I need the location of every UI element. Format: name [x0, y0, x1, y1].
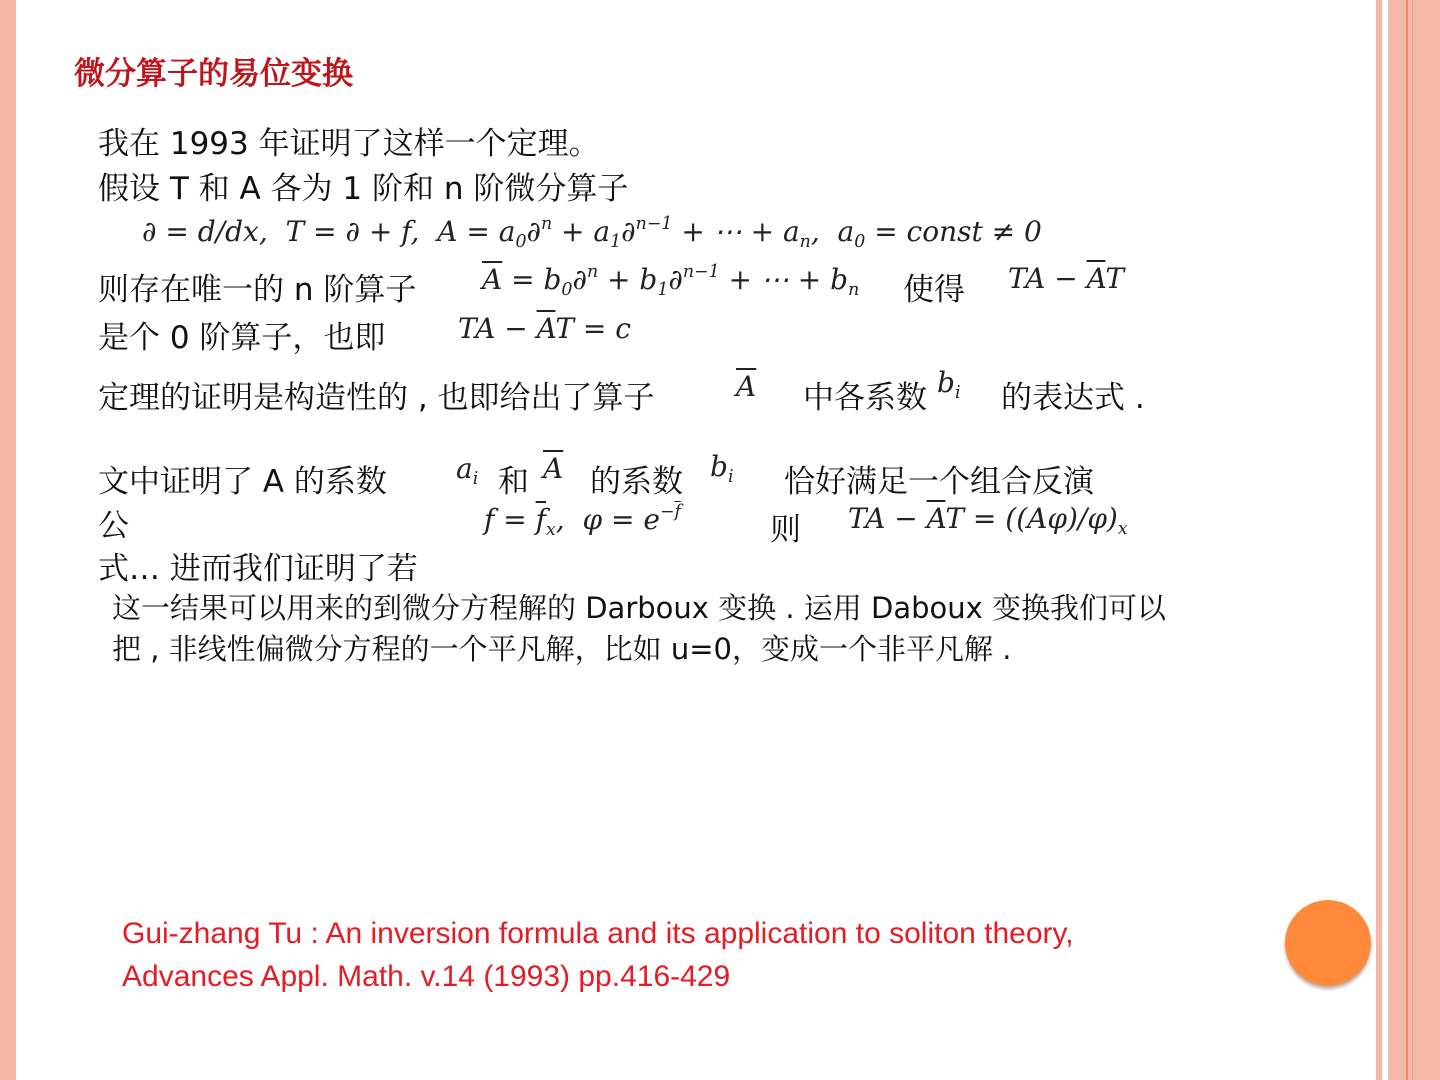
zero-order-line: 是个 0 阶算子，也即 — [98, 320, 386, 356]
then-label: 则 — [770, 512, 801, 548]
decorative-orange-circle — [1285, 900, 1371, 986]
coefficient-line-part1: 文中证明了 A 的系数 — [98, 464, 387, 500]
existence-line: 则存在唯一的 n 阶算子 — [98, 272, 417, 308]
abar-symbol: $\overline{A}$ — [736, 370, 757, 403]
abar-formula: $\overline{A} = b_0\partial^n + b_1\partial^{n-1}$ + ⋯ + $b_n$ — [482, 262, 860, 301]
constructive-proof-line: 定理的证明是构造性的 , 也即给出了算子 — [98, 380, 655, 416]
such-that-label: 使得 — [903, 272, 965, 308]
left-decorative-band — [0, 0, 16, 1080]
coefficients-label: 中各系数 — [803, 380, 927, 416]
ai-symbol: $a_i$ — [456, 452, 479, 490]
f-phi-formula: $f = \overline{f}_x$, $\varphi = e^{-\overline{f}}$ — [484, 502, 681, 541]
bi-symbol-2: $b_i$ — [710, 450, 734, 488]
coefficient-label-2: 的系数 — [590, 464, 683, 500]
theorem-intro: 我在 1993 年证明了这样一个定理。 — [98, 126, 600, 162]
expression-label: 的表达式 . — [1001, 380, 1145, 416]
commutator-formula: TA − $\overline{A}T$ — [1008, 262, 1125, 295]
reference-citation: Gui-zhang Tu : An inversion formula and its application to soliton theory, Advances Appl. Math. v.14 (1993) pp.416-429 — [122, 917, 1074, 993]
commutator-equals-c-formula: TA − $\overline{A}T = c$ — [458, 312, 631, 345]
darboux-paragraph: 这一结果可以用来的到微分方程解的 Darboux 变换 . 运用 Daboux 变换我们可以把 , 非线性偏微分方程的一个平凡解，比如 u=0，变成一个非平凡解 . — [112, 591, 1167, 666]
formula-char: 公 — [98, 508, 129, 544]
slide-title: 微分算子的易位变换 — [74, 56, 353, 92]
operator-definition-formula: ∂ = d/dx, T = ∂ + f, $A = a_0\partial^n + a_1\partial^{n-1}$ + ⋯ + $a_n$, $a_0$ = const ≠ 0 — [142, 214, 1042, 253]
abar-symbol-2: $\overline{A}$ — [543, 452, 564, 485]
commutator-result-formula: TA − $\overline{A}T = ((A\varphi)/\varphi)_x$ — [848, 502, 1128, 540]
bi-symbol: $b_i$ — [937, 366, 961, 404]
and-label: 和 — [498, 464, 529, 500]
inversion-formula-line: 恰好满足一个组合反演 — [784, 464, 1094, 500]
right-decorative-band — [1376, 0, 1440, 1080]
proof-continuation-line: 式… 进而我们证明了若 — [98, 551, 418, 587]
assumption-line: 假设 T 和 A 各为 1 阶和 n 阶微分算子 — [98, 171, 629, 207]
